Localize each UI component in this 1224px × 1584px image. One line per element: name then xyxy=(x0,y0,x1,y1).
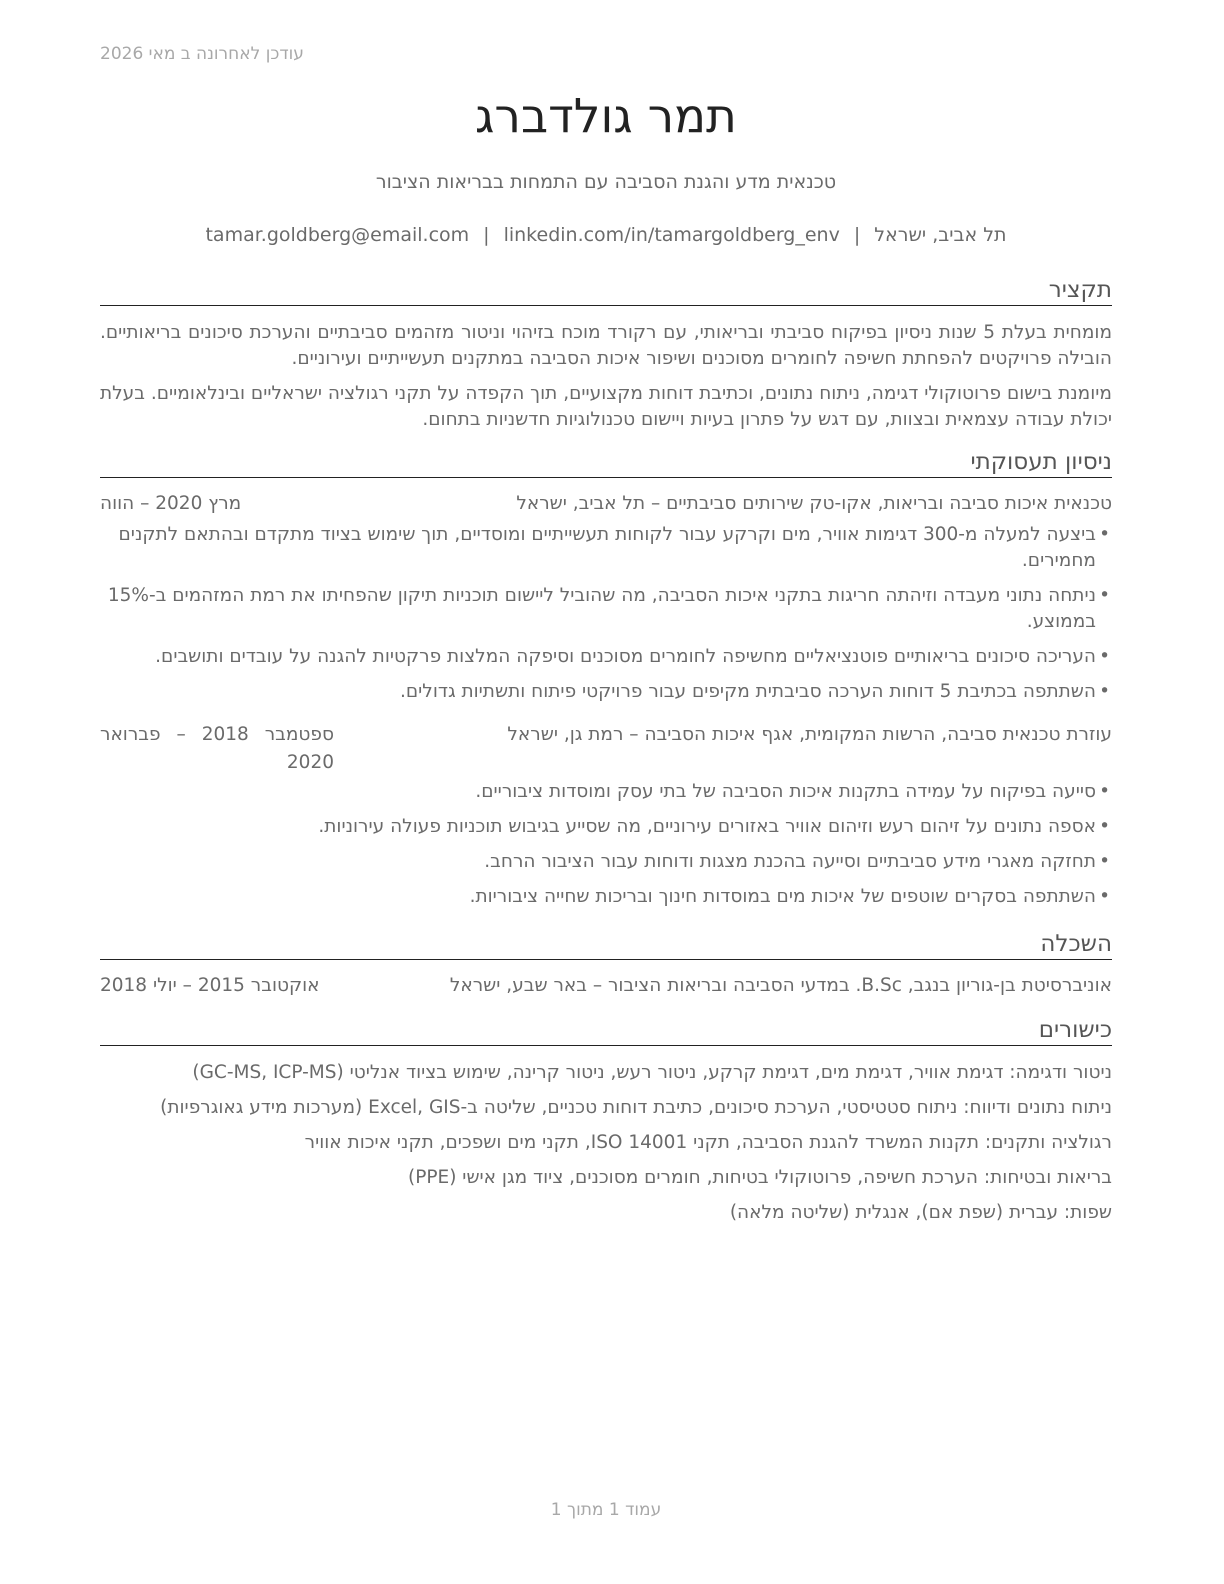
education-section xyxy=(100,930,1112,1000)
skills-list xyxy=(100,1060,1112,1226)
job-bullet xyxy=(100,814,1112,840)
page-number: עמוד 1 מתוך 1 xyxy=(550,1500,662,1520)
education-entry xyxy=(100,972,1112,1000)
summary-paragraph: מיומנת בישום פרוטוקולי דגימה, ניתוח נתונים, וכתיבת דוחות מקצועיים, תוך הקפדה על תקני רגולציה ישראליים ובינלאומיים. בעלת יכולת עבודה עצמאית ובצוות, עם דגש על פתרון בעיות ויישום טכנולוגיות חדשניות בתחום. xyxy=(100,383,1112,430)
job-header xyxy=(100,490,1112,518)
summary-heading: תקציר xyxy=(100,276,1112,306)
job-bullet xyxy=(100,884,1112,910)
job-bullets xyxy=(100,779,1112,910)
contact-linkedin[interactable]: linkedin.com/in/tamargoldberg_env xyxy=(503,224,840,246)
bullet-icon: • xyxy=(1099,585,1110,606)
job-dates: ספטמבר 2018 – פברואר 2020 xyxy=(100,724,334,773)
summary-paragraph: מומחית בעלת 5 שנות ניסיון בפיקוח סביבתי ובריאותי, עם רקורד מוכח בזיהוי וניטור מזהמים סביבתיים והערכת סיכונים בריאותיים. הובילה פרויקטים להפחתת חשיפה לחומרים מסוכנים ושיפור איכות הסביבה במתקנים תעשייתיים ועירוניים. xyxy=(100,322,1113,369)
job-dates: מרץ 2020 – הווה xyxy=(100,493,242,514)
bullet-text: ניתחה נתוני מעבדה וזיהתה חריגות בתקני איכות הסביבה, מה שהוביל ליישום תוכניות תיקון שהפחיתו את רמת המזהמים ב-15% בממוצע. xyxy=(107,585,1096,632)
experience-section xyxy=(100,448,1112,919)
job-bullet xyxy=(100,779,1112,805)
bullet-text: אספה נתונים על זיהום רעש וזיהום אוויר באזורים עירוניים, מה שסייע בגיבוש תוכניות פעולה עירוניות. xyxy=(318,816,1096,837)
bullet-text: העריכה סיכונים בריאותיים פוטנציאליים מחשיפה לחומרים מסוכנים וסיפקה המלצות פרקטיות להגנה על עובדים ותושבים. xyxy=(155,646,1096,667)
bullet-text: השתתפה בסקרים שוטפים של איכות מים במוסדות חינוך ובריכות שחייה ציבוריות. xyxy=(469,886,1096,907)
job-entry xyxy=(100,490,1112,705)
job-title: עוזרת טכנאית סביבה, הרשות המקומית, אגף איכות הסביבה – רמת גן, ישראל xyxy=(507,724,1112,745)
summary-section xyxy=(100,276,1112,433)
job-bullet xyxy=(100,583,1112,635)
bullet-icon: • xyxy=(1099,886,1110,907)
degree: אוניברסיטת בן-גוריון בנגב, B.Sc. במדעי הסביבה ובריאות הציבור – באר שבע, ישראל xyxy=(449,975,1112,996)
contact-line xyxy=(100,223,1112,247)
job-bullet xyxy=(100,679,1112,705)
candidate-name: תמר גולדברג xyxy=(475,89,737,144)
education-dates: אוקטובר 2015 – יולי 2018 xyxy=(100,975,320,996)
job-bullet xyxy=(100,849,1112,875)
job-header xyxy=(100,721,1112,777)
bullet-icon: • xyxy=(1099,781,1110,802)
bullet-text: ביצעה למעלה מ-300 דגימות אוויר, מים וקרקע עבור לקוחות תעשייתיים ומוסדיים, תוך שימוש בציוד מתקדם ובהתאם לתקנים מחמירים. xyxy=(118,524,1096,571)
bullet-icon: • xyxy=(1099,681,1110,702)
resume-page xyxy=(100,0,1112,1584)
contact-separator: | xyxy=(483,224,490,246)
skills-heading: כישורים xyxy=(100,1016,1112,1046)
bullet-icon: • xyxy=(1099,816,1110,837)
job-bullets xyxy=(100,522,1112,705)
bullet-icon: • xyxy=(1099,646,1110,667)
skill-item: רגולציה ותקנים: תקנות המשרד להגנת הסביבה, תקני ISO 14001, תקני מים ושפכים, תקני איכות אוויר xyxy=(304,1132,1112,1153)
education-heading: השכלה xyxy=(100,930,1112,960)
job-title: טכנאית איכות סביבה ובריאות, אקו-טק שירותים סביבתיים – תל אביב, ישראל xyxy=(516,493,1112,514)
job-entry xyxy=(100,721,1112,910)
skills-section xyxy=(100,1016,1112,1235)
skill-item: ניתוח נתונים ודיווח: ניתוח סטטיסטי, הערכת סיכונים, כתיבת דוחות טכניים, שליטה ב-Excel, GIS (מערכות מידע גאוגרפיות) xyxy=(160,1097,1112,1118)
bullet-text: השתתפה בכתיבת 5 דוחות הערכה סביבתית מקיפים עבור פרויקטי פיתוח ותשתיות גדולים. xyxy=(400,681,1096,702)
contact-location: תל אביב, ישראל xyxy=(874,224,1007,246)
experience-heading: ניסיון תעסוקתי xyxy=(100,448,1112,478)
bullet-icon: • xyxy=(1099,524,1110,545)
bullet-icon: • xyxy=(1099,851,1110,872)
skill-item: שפות: עברית (שפת אם), אנגלית (שליטה מלאה) xyxy=(729,1202,1112,1223)
bullet-text: סייעה בפיקוח על עמידה בתקנות איכות הסביבה של בתי עסק ומוסדות ציבוריים. xyxy=(475,781,1096,802)
job-bullet xyxy=(100,522,1112,574)
bullet-text: תחזקה מאגרי מידע סביבתיים וסייעה בהכנת מצגות ודוחות עבור הציבור הרחב. xyxy=(484,851,1096,872)
contact-email[interactable]: tamar.goldberg@email.com xyxy=(205,224,470,246)
professional-tagline: טכנאית מדע והגנת הסביבה עם התמחות בבריאות הציבור xyxy=(375,171,837,193)
skill-item: בריאות ובטיחות: הערכת חשיפה, פרוטוקולי בטיחות, חומרים מסוכנים, ציוד מגן אישי (PPE) xyxy=(407,1167,1112,1188)
skill-item: ניטור ודגימה: דגימת אוויר, דגימת מים, דגימת קרקע, ניטור רעש, ניטור קרינה, שימוש בציוד אנליטי (GC-MS, ICP-MS) xyxy=(192,1062,1112,1083)
contact-separator: | xyxy=(853,224,861,246)
job-bullet xyxy=(100,644,1112,670)
last-updated-note: עודכן לאחרונה ב מאי 2026 xyxy=(100,44,304,64)
